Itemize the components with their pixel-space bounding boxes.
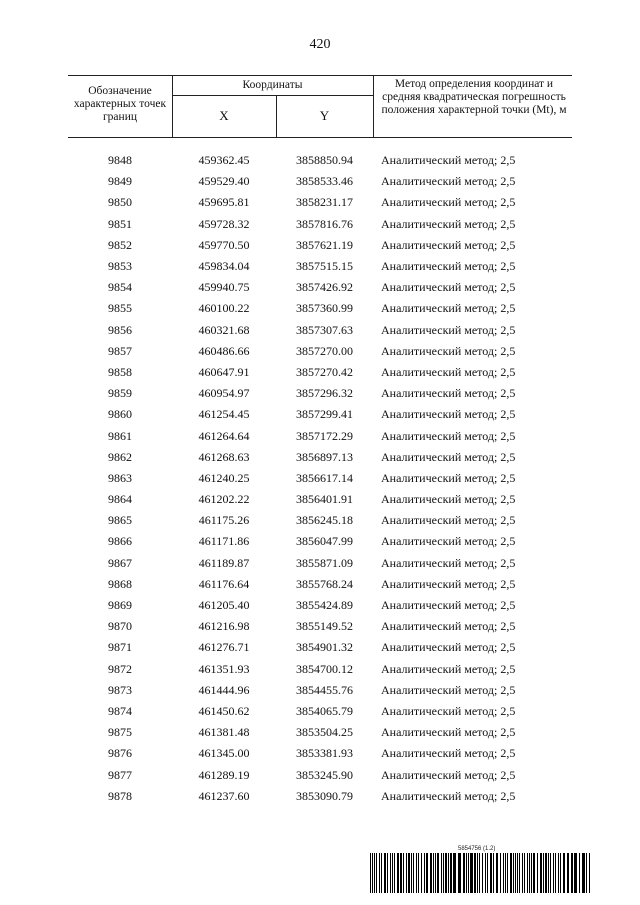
table-header	[68, 75, 572, 137]
point-id: 9868	[108, 576, 132, 591]
coord-y: 3856897.13	[296, 449, 353, 464]
coord-x: 461268.63	[198, 449, 250, 464]
coord-y: 3854901.32	[296, 640, 353, 655]
coord-x: 460647.91	[198, 364, 250, 379]
point-id: 9867	[108, 555, 132, 570]
point-id: 9852	[108, 237, 132, 252]
point-id: 9855	[108, 301, 132, 316]
coord-y: 3853381.93	[296, 746, 353, 761]
method-cell: Аналитический метод; 2,5	[381, 259, 516, 274]
point-id: 9848	[108, 153, 132, 168]
point-id: 9858	[108, 364, 132, 379]
table-row	[68, 510, 572, 531]
table-row	[68, 701, 572, 722]
coord-x: 460321.68	[198, 322, 250, 337]
point-id: 9877	[108, 767, 132, 782]
method-cell: Аналитический метод; 2,5	[381, 195, 516, 210]
table-row	[68, 680, 572, 701]
point-id: 9874	[108, 703, 132, 718]
method-cell: Аналитический метод; 2,5	[381, 619, 516, 634]
coord-y: 3857816.76	[296, 216, 353, 231]
method-cell: Аналитический метод; 2,5	[381, 216, 516, 231]
coord-y: 3857360.99	[296, 301, 353, 316]
table-row	[68, 722, 572, 743]
coord-y: 3857270.00	[296, 343, 353, 358]
method-cell: Аналитический метод; 2,5	[381, 237, 516, 252]
point-id: 9871	[108, 640, 132, 655]
coord-y: 3856245.18	[296, 513, 353, 528]
method-cell: Аналитический метод; 2,5	[381, 428, 516, 443]
point-id: 9850	[108, 195, 132, 210]
header-col-y: Y	[319, 108, 330, 123]
coord-x: 461289.19	[198, 767, 250, 782]
method-cell: Аналитический метод; 2,5	[381, 322, 516, 337]
coord-y: 3856047.99	[296, 534, 353, 549]
coord-x: 461450.62	[198, 703, 250, 718]
method-cell: Аналитический метод; 2,5	[381, 682, 516, 697]
table-row	[68, 298, 572, 319]
method-cell: Аналитический метод; 2,5	[381, 153, 516, 168]
coord-x: 461237.60	[198, 788, 250, 803]
method-cell: Аналитический метод; 2,5	[381, 407, 516, 422]
coord-x: 461205.40	[198, 598, 250, 613]
method-cell: Аналитический метод; 2,5	[381, 364, 516, 379]
coord-y: 3858231.17	[296, 195, 353, 210]
point-id: 9876	[108, 746, 132, 761]
coord-y: 3854700.12	[296, 661, 353, 676]
method-cell: Аналитический метод; 2,5	[381, 555, 516, 570]
coord-y: 3858850.94	[296, 153, 353, 168]
coord-y: 3857299.41	[296, 407, 353, 422]
coord-y: 3857307.63	[296, 322, 353, 337]
point-id: 9856	[108, 322, 132, 337]
point-id: 9861	[108, 428, 132, 443]
method-cell: Аналитический метод; 2,5	[381, 703, 516, 718]
table-body	[68, 150, 572, 807]
table-row	[68, 341, 572, 362]
table-row	[68, 171, 572, 192]
coord-y: 3857270.42	[296, 364, 353, 379]
coord-y: 3854065.79	[296, 703, 353, 718]
coord-y: 3855768.24	[296, 576, 353, 591]
point-id: 9865	[108, 513, 132, 528]
table-row	[68, 468, 572, 489]
point-id: 9857	[108, 343, 132, 358]
coord-x: 459695.81	[198, 195, 250, 210]
barcode-image	[370, 853, 592, 893]
coord-x: 461176.64	[198, 576, 250, 591]
coord-y: 3855149.52	[296, 619, 353, 634]
header-bottom-rule	[68, 137, 572, 138]
table-row	[68, 150, 572, 171]
method-cell: Аналитический метод; 2,5	[381, 386, 516, 401]
point-id: 9870	[108, 619, 132, 634]
coord-x: 461254.45	[198, 407, 250, 422]
point-id: 9872	[108, 661, 132, 676]
coord-x: 461175.26	[198, 513, 250, 528]
point-id: 9866	[108, 534, 132, 549]
method-cell: Аналитический метод; 2,5	[381, 598, 516, 613]
coord-x: 461276.71	[198, 640, 250, 655]
table-row	[68, 616, 572, 637]
coord-y: 3857426.92	[296, 280, 353, 295]
table-row	[68, 574, 572, 595]
table-row	[68, 362, 572, 383]
method-cell: Аналитический метод; 2,5	[381, 174, 516, 189]
coord-x: 461264.64	[198, 428, 250, 443]
point-id: 9875	[108, 725, 132, 740]
method-cell: Аналитический метод; 2,5	[381, 640, 516, 655]
coord-y: 3857172.29	[296, 428, 353, 443]
method-cell: Аналитический метод; 2,5	[381, 534, 516, 549]
method-cell: Аналитический метод; 2,5	[381, 746, 516, 761]
coord-x: 461444.96	[198, 682, 250, 697]
coord-x: 461171.86	[198, 534, 250, 549]
method-cell: Аналитический метод; 2,5	[381, 513, 516, 528]
method-cell: Аналитический метод; 2,5	[381, 725, 516, 740]
table-row	[68, 214, 572, 235]
method-cell: Аналитический метод; 2,5	[381, 343, 516, 358]
table-row	[68, 553, 572, 574]
point-id: 9864	[108, 492, 132, 507]
method-cell: Аналитический метод; 2,5	[381, 280, 516, 295]
point-id: 9860	[108, 407, 132, 422]
coord-x: 461216.98	[198, 619, 250, 634]
coord-y: 3858533.46	[296, 174, 353, 189]
table-row	[68, 595, 572, 616]
page-number: 420	[309, 37, 331, 52]
table-row	[68, 659, 572, 680]
table-row	[68, 447, 572, 468]
method-cell: Аналитический метод; 2,5	[381, 661, 516, 676]
coord-x: 461351.93	[198, 661, 250, 676]
table-row	[68, 786, 572, 807]
coords-sub-rule	[172, 95, 373, 96]
point-id: 9853	[108, 259, 132, 274]
header-coords-group: Координаты	[242, 79, 303, 91]
coord-y: 3856617.14	[296, 470, 353, 485]
table-row	[68, 764, 572, 785]
coord-x: 461202.22	[198, 492, 250, 507]
method-cell: Аналитический метод; 2,5	[381, 449, 516, 464]
table-row	[68, 256, 572, 277]
coord-x: 460100.22	[198, 301, 250, 316]
coord-x: 459940.75	[198, 280, 250, 295]
point-id: 9851	[108, 216, 132, 231]
coord-y: 3856401.91	[296, 492, 353, 507]
coord-x: 461240.25	[198, 470, 250, 485]
coord-x: 459728.32	[198, 216, 250, 231]
col-divider-3	[373, 75, 374, 137]
table-row	[68, 743, 572, 764]
header-top-rule	[68, 75, 572, 76]
method-cell: Аналитический метод; 2,5	[381, 767, 516, 782]
coord-y: 3854455.76	[296, 682, 353, 697]
method-cell: Аналитический метод; 2,5	[381, 576, 516, 591]
coord-x: 459834.04	[198, 259, 250, 274]
method-cell: Аналитический метод; 2,5	[381, 470, 516, 485]
table-row	[68, 192, 572, 213]
coord-x: 461189.87	[198, 555, 250, 570]
table-row	[68, 404, 572, 425]
point-id: 9854	[108, 280, 132, 295]
coord-y: 3857621.19	[296, 237, 353, 252]
coord-y: 3853245.90	[296, 767, 353, 782]
point-id: 9862	[108, 449, 132, 464]
point-id: 9873	[108, 682, 132, 697]
table-row	[68, 425, 572, 446]
table-row	[68, 531, 572, 552]
table-row	[68, 320, 572, 341]
barcode-label: 5854756 (1.2)	[458, 846, 496, 852]
point-id: 9859	[108, 386, 132, 401]
method-cell: Аналитический метод; 2,5	[381, 301, 516, 316]
method-cell: Аналитический метод; 2,5	[381, 492, 516, 507]
coord-y: 3855871.09	[296, 555, 353, 570]
coord-x: 461345.00	[198, 746, 250, 761]
table-row	[68, 489, 572, 510]
coord-x: 461381.48	[198, 725, 250, 740]
coord-y: 3857515.15	[296, 259, 353, 274]
point-id: 9849	[108, 174, 132, 189]
coord-x: 459529.40	[198, 174, 250, 189]
coord-y: 3853090.79	[296, 788, 353, 803]
coord-x: 460486.66	[198, 343, 250, 358]
point-id: 9863	[108, 470, 132, 485]
coord-y: 3855424.89	[296, 598, 353, 613]
method-cell: Аналитический метод; 2,5	[381, 788, 516, 803]
table-row	[68, 637, 572, 658]
coord-x: 459770.50	[198, 237, 250, 252]
coord-x: 460954.97	[198, 386, 250, 401]
table-row	[68, 235, 572, 256]
table-row	[68, 277, 572, 298]
point-id: 9878	[108, 788, 132, 803]
coord-y: 3857296.32	[296, 386, 353, 401]
coord-x: 459362.45	[198, 153, 250, 168]
table-row	[68, 383, 572, 404]
header-col-id: Обозначение характерных точек границ	[73, 85, 167, 123]
header-col-method: Метод определения координат и средняя квадратическая погрешность положения характерной точки (Mt), м	[381, 78, 567, 116]
header-col-x: X	[219, 108, 229, 123]
point-id: 9869	[108, 598, 132, 613]
coord-y: 3853504.25	[296, 725, 353, 740]
